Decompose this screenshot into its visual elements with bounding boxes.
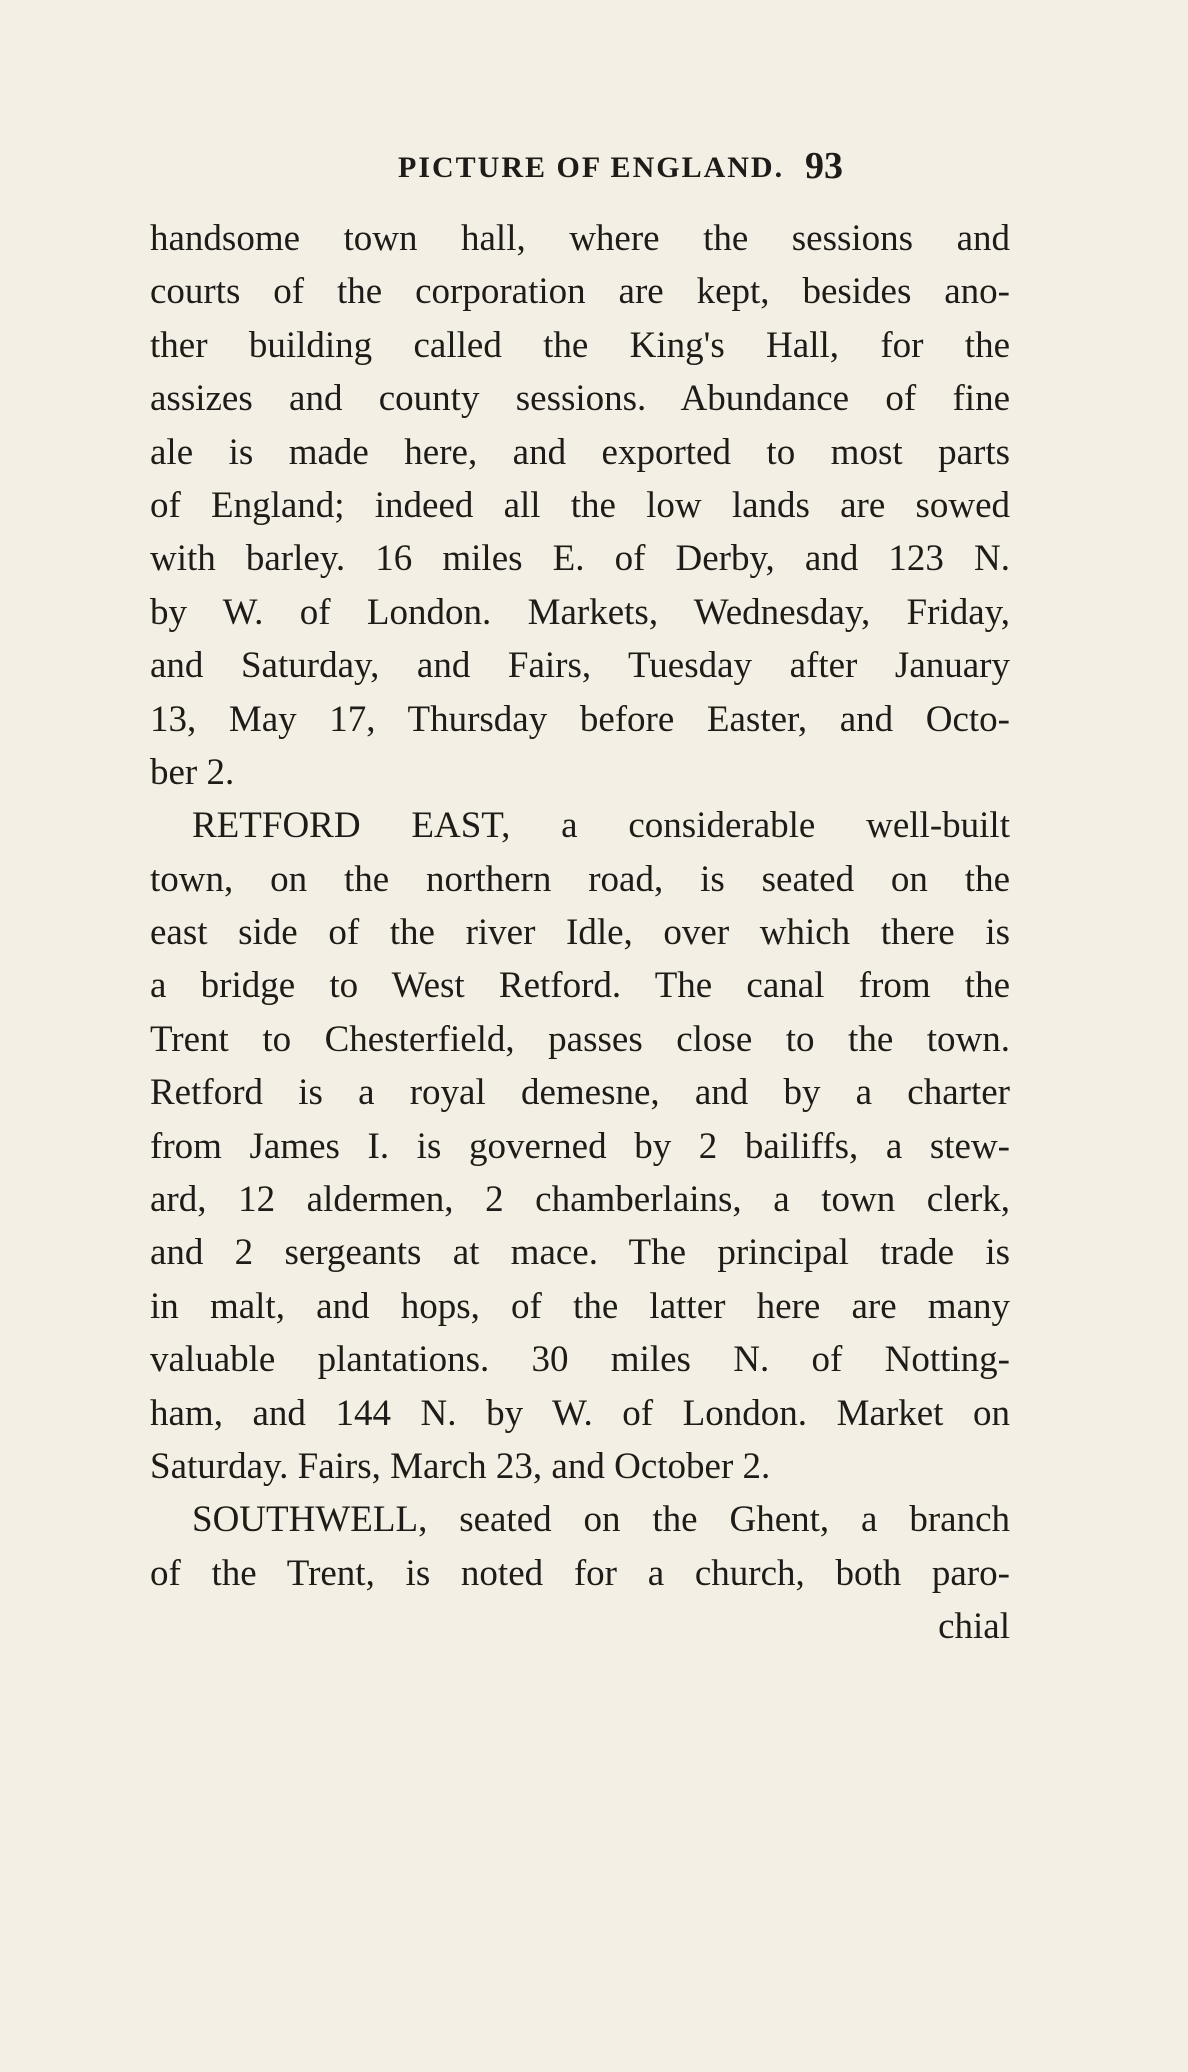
text-line: valuable plantations. 30 miles N. of Notting- bbox=[150, 1339, 1010, 1381]
text-line: RETFORD EAST, a considerable well-built bbox=[192, 805, 1010, 847]
text-line: Saturday. Fairs, March 23, and October 2. bbox=[150, 1445, 771, 1487]
text-line: of the Trent, is noted for a church, both paro- bbox=[150, 1552, 1010, 1594]
body-text bbox=[150, 212, 1010, 1654]
text-line: ale is made here, and exported to most parts bbox=[150, 431, 1010, 473]
text-line: 13, May 17, Thursday before Easter, and Octo- bbox=[150, 698, 1010, 740]
text-line: town, on the northern road, is seated on the bbox=[150, 858, 1010, 900]
text-line: SOUTHWELL, seated on the Ghent, a branch bbox=[192, 1499, 1010, 1541]
text-line: a bridge to West Retford. The canal from the bbox=[150, 965, 1010, 1007]
text-line: ard, 12 aldermen, 2 chamberlains, a town clerk, bbox=[150, 1179, 1010, 1221]
text-line: east side of the river Idle, over which there is bbox=[150, 912, 1010, 954]
text-line: from James I. is governed by 2 bailiffs, a stew- bbox=[150, 1125, 1010, 1167]
running-title: PICTURE OF ENGLAND. bbox=[398, 151, 785, 184]
text-line: handsome town hall, where the sessions and bbox=[150, 218, 1010, 259]
text-line: ham, and 144 N. by W. of London. Market on bbox=[150, 1392, 1010, 1434]
text-line: Retford is a royal demesne, and by a charter bbox=[150, 1072, 1010, 1114]
text-line: in malt, and hops, of the latter here are many bbox=[150, 1285, 1010, 1327]
text-line: and Saturday, and Fairs, Tuesday after January bbox=[150, 645, 1010, 687]
text-line: of England; indeed all the low lands are sowed bbox=[150, 484, 1010, 526]
text-line: by W. of London. Markets, Wednesday, Friday, bbox=[150, 591, 1010, 633]
text-line: assizes and county sessions. Abundance of fine bbox=[150, 378, 1010, 420]
page-number: 93 bbox=[805, 145, 843, 187]
text-line: Trent to Chesterfield, passes close to the town. bbox=[150, 1018, 1010, 1060]
text-line: and 2 sergeants at mace. The principal trade is bbox=[150, 1232, 1010, 1274]
catchword: chial bbox=[938, 1606, 1010, 1648]
text-line: ber 2. bbox=[150, 751, 235, 793]
running-head bbox=[0, 145, 1188, 188]
text-line: ther building called the King's Hall, for the bbox=[150, 324, 1010, 366]
text-line: with barley. 16 miles E. of Derby, and 123 N. bbox=[150, 538, 1010, 580]
text-line: courts of the corporation are kept, besides ano- bbox=[150, 271, 1010, 313]
